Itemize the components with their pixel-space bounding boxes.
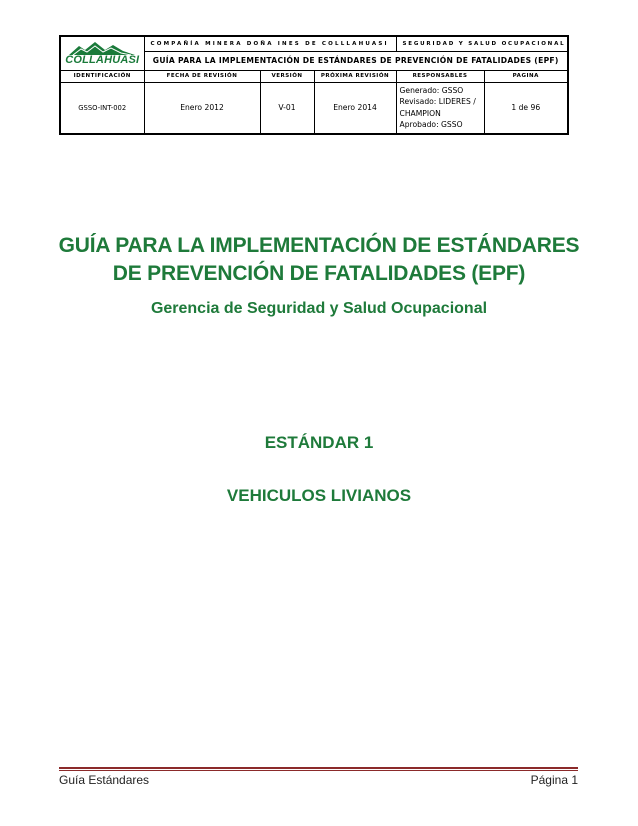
standard-number: ESTÁNDAR 1 (264, 433, 374, 452)
document-header-table (59, 35, 569, 135)
main-title-line-1: GUÍA PARA LA IMPLEMENTACIÓN DE ESTÁNDARES (58, 234, 580, 257)
column-header-id: IDENTIFICACIÓN (60, 70, 144, 82)
column-header-page: PAGINA (484, 70, 568, 82)
responsible-list (396, 82, 484, 134)
main-title-line-2: DE PREVENCIÓN DE FATALIDADES (EPF) (112, 262, 526, 285)
footer-doc-name: Guía Estándares (59, 773, 150, 787)
footer-divider-thin (59, 770, 578, 771)
responsible-line: CHAMPION (399, 108, 441, 118)
page-count: 1 de 96 (484, 82, 568, 134)
standard-name: VEHICULOS LIVIANOS (226, 486, 412, 505)
next-review-date: Enero 2014 (314, 82, 396, 134)
version: V-01 (260, 82, 314, 134)
department-name: SEGURIDAD Y SALUD OCUPACIONAL (396, 36, 568, 51)
logo-wordmark: COLLAHUASI (65, 53, 140, 66)
responsible-line: Aprobado: GSSO (399, 120, 463, 129)
company-logo (60, 36, 144, 70)
subtitle: Gerencia de Seguridad y Salud Ocupacional (150, 300, 488, 317)
footer-page-number: Página 1 (530, 773, 578, 787)
mountain-logo-icon (69, 41, 135, 55)
responsible-line: Generado: GSSO (399, 85, 464, 95)
document-id: GSSO-INT-002 (60, 82, 144, 134)
responsible-line: Revisado: LIDERES / (399, 97, 476, 106)
column-header-version: VERSIÓN (260, 70, 314, 82)
footer-divider (59, 767, 578, 769)
company-name: COMPAÑÍA MINERA DOÑA INES DE COLLLAHUASI (144, 36, 396, 51)
column-header-responsible: RESPONSABLES (396, 70, 484, 82)
column-header-review-date: FECHA DE REVISIÓN (144, 70, 260, 82)
review-date: Enero 2012 (144, 82, 260, 134)
document-title: GUÍA PARA LA IMPLEMENTACIÓN DE ESTÁNDARES DE PREVENCIÓN DE FATALIDADES (EPF) (144, 51, 568, 70)
column-header-next-review: PRÓXIMA REVISIÓN (314, 70, 396, 82)
